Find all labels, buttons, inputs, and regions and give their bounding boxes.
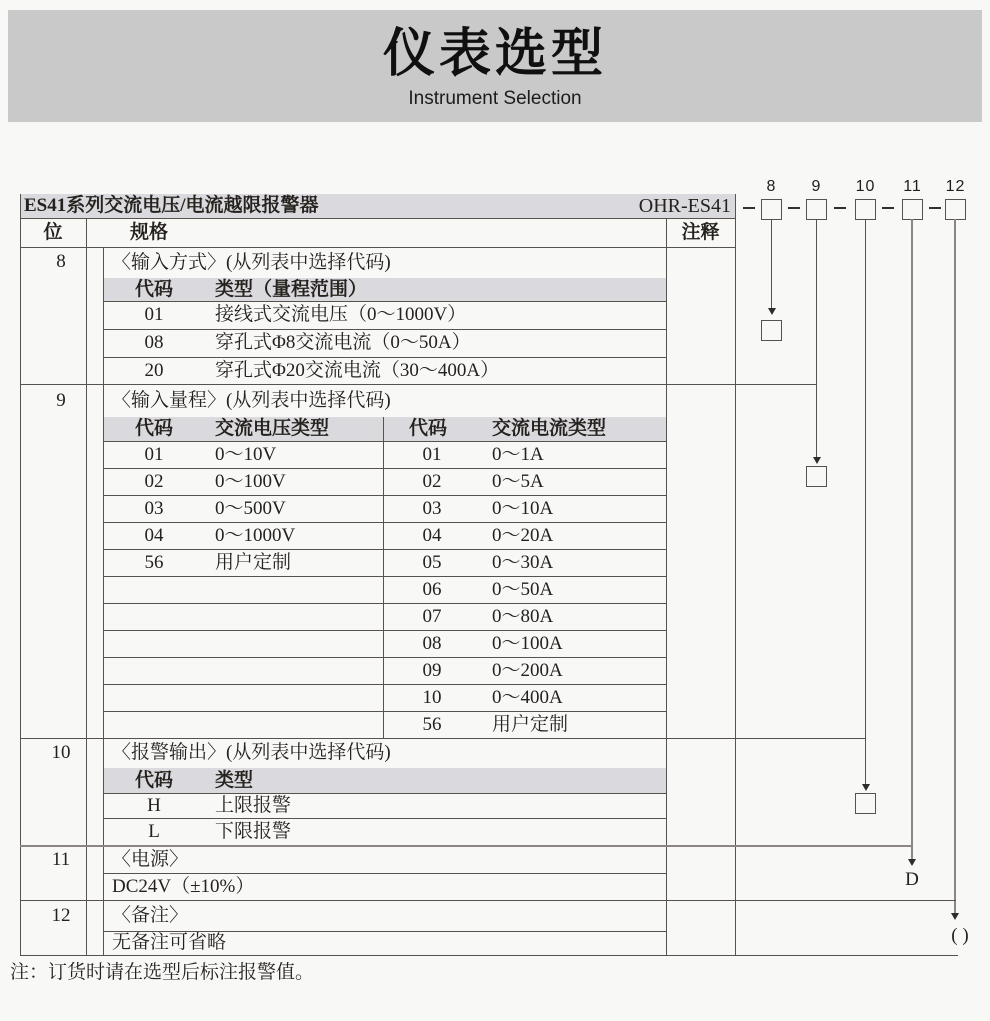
code-box-12 bbox=[945, 199, 966, 220]
table-border-line bbox=[103, 576, 666, 577]
footer-note: 注：订货时请在选型后标注报警值。 bbox=[10, 962, 315, 983]
s9-current-type: 0～5A bbox=[492, 471, 544, 492]
arrow-down-icon bbox=[908, 859, 916, 866]
s9-current-code: 03 bbox=[422, 498, 442, 519]
s9-current-code: 07 bbox=[422, 606, 442, 627]
s9-voltage-code: 04 bbox=[144, 525, 164, 546]
s9-current-type: 0～50A bbox=[492, 579, 554, 600]
s10-subheader-band bbox=[103, 768, 666, 793]
code-box-10 bbox=[855, 199, 876, 220]
s9-current-code: 06 bbox=[422, 579, 442, 600]
s11-value: DC24V（±10%） bbox=[112, 876, 255, 897]
code-box-11 bbox=[902, 199, 923, 220]
table-border-line bbox=[103, 684, 666, 685]
table-border-line bbox=[20, 955, 958, 956]
s10-row-code: H bbox=[147, 795, 161, 816]
dash-separator bbox=[743, 207, 755, 209]
section-10-title: 〈报警输出〉(从列表中选择代码) bbox=[112, 742, 391, 763]
arrow-down-icon bbox=[951, 913, 959, 920]
s9-voltage-col-code: 代码 bbox=[134, 418, 173, 439]
s8-col-type: 类型（量程范围） bbox=[215, 279, 368, 300]
table-border-line bbox=[103, 793, 666, 794]
s9-current-type: 0～10A bbox=[492, 498, 554, 519]
table-border-line bbox=[103, 818, 666, 819]
s9-voltage-type: 0～500V bbox=[215, 498, 286, 519]
s9-current-type: 用户定制 bbox=[492, 714, 569, 735]
s9-voltage-type: 0～10V bbox=[215, 444, 277, 465]
section-8-title: 〈输入方式〉(从列表中选择代码) bbox=[112, 252, 391, 273]
code-box-8 bbox=[761, 199, 782, 220]
model-code: OHR-ES41 bbox=[638, 195, 731, 217]
s9-current-code: 10 bbox=[422, 687, 442, 708]
s8-row-code: 08 bbox=[144, 332, 164, 353]
table-border-line bbox=[20, 218, 735, 219]
pos-label-12: 12 bbox=[945, 178, 966, 195]
section-11-position: 11 bbox=[51, 849, 71, 870]
s9-current-type: 0～30A bbox=[492, 552, 554, 573]
s9-current-col-code: 代码 bbox=[408, 418, 447, 439]
arrow-down-icon bbox=[813, 457, 821, 464]
s9-voltage-code: 01 bbox=[144, 444, 164, 465]
section-11-title: 〈电源〉 bbox=[112, 849, 189, 870]
section-8-position: 8 bbox=[56, 251, 66, 272]
s9-current-type: 0～100A bbox=[492, 633, 563, 654]
s9-current-code: 01 bbox=[422, 444, 442, 465]
s9-current-type: 0～20A bbox=[492, 525, 554, 546]
leader-line-11 bbox=[911, 219, 913, 859]
section-10-position: 10 bbox=[51, 742, 71, 763]
s9-current-type: 0～1A bbox=[492, 444, 544, 465]
page-title: 仪表选型 bbox=[382, 25, 607, 83]
s10-col-code: 代码 bbox=[134, 770, 173, 791]
s9-current-type: 0～80A bbox=[492, 606, 554, 627]
table-border-line bbox=[103, 495, 666, 496]
s9-current-code: 08 bbox=[422, 633, 442, 654]
s9-current-type: 0～400A bbox=[492, 687, 563, 708]
table-border-line bbox=[103, 711, 666, 712]
table-border-line bbox=[735, 194, 736, 955]
target-box-8 bbox=[761, 320, 782, 341]
arrow-down-icon bbox=[862, 784, 870, 791]
leader-line-10 bbox=[865, 219, 866, 784]
s9-voltage-type: 0～1000V bbox=[215, 525, 296, 546]
s9-current-code: 02 bbox=[422, 471, 442, 492]
s9-current-code: 09 bbox=[422, 660, 442, 681]
remark-code-mark: ( ) bbox=[951, 925, 969, 946]
page-banner bbox=[8, 10, 982, 122]
s9-voltage-code: 03 bbox=[144, 498, 164, 519]
s9-current-code: 04 bbox=[422, 525, 442, 546]
s10-row-type: 上限报警 bbox=[215, 795, 292, 816]
leader-line-12 bbox=[954, 219, 956, 913]
s8-row-type: 接线式交流电压（0～1000V） bbox=[215, 304, 467, 325]
leader-line-9 bbox=[816, 219, 817, 457]
pos-label-11: 11 bbox=[903, 178, 922, 195]
s9-current-col-type: 交流电流类型 bbox=[492, 418, 607, 439]
table-border-line bbox=[103, 549, 666, 550]
dash-separator bbox=[929, 207, 941, 209]
pos-label-9: 9 bbox=[811, 178, 822, 195]
s9-voltage-code: 56 bbox=[144, 552, 164, 573]
s8-row-code: 01 bbox=[144, 304, 164, 325]
dash-separator bbox=[882, 207, 894, 209]
col-header-spec: 规格 bbox=[130, 222, 169, 243]
dash-separator bbox=[788, 207, 800, 209]
col-header-position: 位 bbox=[43, 222, 63, 243]
table-border-line bbox=[103, 247, 104, 955]
table-border-line bbox=[103, 441, 666, 442]
product-name: ES41系列交流电压/电流越限报警器 bbox=[24, 195, 319, 216]
s9-current-code: 56 bbox=[422, 714, 442, 735]
s10-row-type: 下限报警 bbox=[215, 821, 292, 842]
dash-separator bbox=[834, 207, 846, 209]
s10-row-code: L bbox=[148, 821, 160, 842]
s9-voltage-type: 0～100V bbox=[215, 471, 286, 492]
s9-current-type: 0～200A bbox=[492, 660, 563, 681]
pos-label-8: 8 bbox=[766, 178, 777, 195]
table-border-line bbox=[103, 657, 666, 658]
table-border-line bbox=[103, 522, 666, 523]
s9-voltage-code: 02 bbox=[144, 471, 164, 492]
s8-subheader-band bbox=[103, 278, 666, 301]
s9-voltage-type: 用户定制 bbox=[215, 552, 292, 573]
pos-label-10: 10 bbox=[855, 178, 876, 195]
s9-voltage-col-type: 交流电压类型 bbox=[215, 418, 330, 439]
section-12-title: 〈备注〉 bbox=[112, 905, 189, 926]
code-box-9 bbox=[806, 199, 827, 220]
target-box-9 bbox=[806, 466, 827, 487]
section-12-position: 12 bbox=[51, 905, 71, 926]
section-9-position: 9 bbox=[56, 390, 66, 411]
s8-col-code: 代码 bbox=[134, 279, 173, 300]
page-subtitle: Instrument Selection bbox=[408, 88, 582, 109]
table-border-line bbox=[103, 630, 666, 631]
power-code-mark: D bbox=[905, 869, 919, 890]
s10-col-type: 类型 bbox=[215, 770, 254, 791]
s9-current-code: 05 bbox=[422, 552, 442, 573]
s12-value: 无备注可省略 bbox=[112, 932, 227, 953]
table-border-line bbox=[103, 603, 666, 604]
table-border-line bbox=[20, 194, 21, 955]
table-border-line bbox=[383, 417, 384, 738]
leader-line-8 bbox=[771, 219, 772, 308]
target-box-10 bbox=[855, 793, 876, 814]
section-9-title: 〈输入量程〉(从列表中选择代码) bbox=[112, 390, 391, 411]
s8-row-type: 穿孔式Φ20交流电流（30～400A） bbox=[215, 360, 500, 381]
s8-row-type: 穿孔式Φ8交流电流（0～50A） bbox=[215, 332, 471, 353]
arrow-down-icon bbox=[768, 308, 776, 315]
s8-row-code: 20 bbox=[144, 360, 164, 381]
table-border-line bbox=[103, 468, 666, 469]
col-header-note: 注释 bbox=[681, 222, 720, 243]
